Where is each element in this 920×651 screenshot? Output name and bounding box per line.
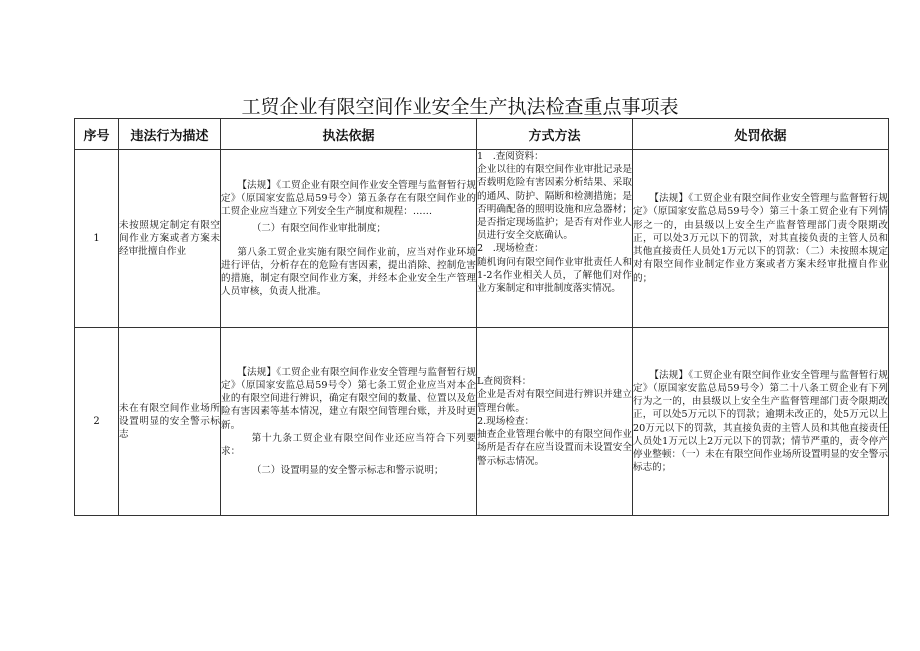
basis-paragraph: 【法规】《工贸企业有限空间作业安全管理与监督暂行规定》（原国家安监总局59号令）第五条存在有限空间作业的工贸企业应当建立下列安全生产制度和规程：……	[221, 179, 476, 218]
header-method: 方式方法	[477, 119, 633, 150]
header-violation: 违法行为描述	[119, 119, 221, 150]
method-paragraph: 企业是否对有限空间进行辨识并建立管理台帐。	[477, 389, 632, 414]
method-paragraph: 2.现场检查：	[477, 415, 535, 427]
header-basis: 执法依据	[221, 119, 477, 150]
basis-paragraph: （二）设置明显的安全警示标志和警示说明；	[251, 465, 444, 477]
table-row	[75, 328, 889, 516]
penalty-paragraph: 【法规】《工贸企业有限空间作业安全管理与监督暂行规定》（原国家安监总局59号令）第三十条工贸企业有下列情形之一的，由县级以上安全生产监督管理部门责令限期改正，可以处3万元以下的罚款，对其直接负责的主管人员和其他直接责任人员处1万元以下的罚款：（二）未按照本规定对有限空间作业制定作业方案或者方案未经审批擅自作业的；	[633, 193, 888, 284]
method-paragraph: 随机询问有限空间作业审批责任人和1-2名作业相关人员，了解他们对作业方案制定和审批制度落实情况。	[477, 256, 632, 295]
row-index: 2	[75, 328, 119, 516]
penalty-paragraph: 【法规】《工贸企业有限空间作业安全管理与监督暂行规定》（原国家安监总局59号令）第二十八条工贸企业有下列行为之一的，由县级以上安全生产监督管理部门责令限期改正，可以处5万元以下的罚款；逾期未改正的，处5万元以上20万元以下的罚款，其直接负责的主管人员和其他直接责任人员处1万元以上2万元以下的罚款；情节严重的，责令停产停业整顿：（一）未在有限空间作业场所设置明显的安全警示标志的；	[633, 369, 888, 474]
basis-paragraph: 【法规】《工贸企业有限空间作业安全管理与监督暂行规定》（原国家安监总局59号令）第七条工贸企业应当对本企业的有限空间进行辨识，确定有限空间的数量、位置以及危险有害因素等基本情况，建立有限空间管理台账，并及时更新。	[221, 366, 476, 431]
method-paragraph: 1 .查阅资料：	[477, 151, 544, 162]
penalty-basis	[633, 328, 889, 516]
inspection-method	[477, 150, 633, 328]
basis-paragraph: 第八条工贸企业实施有限空间作业前，应当对作业环境进行评估，分析存在的危险有害因素，提出消除、控制危害的措施，制定有限空间作业方案，并经本企业安全生产管理人员审核，负责人批准。	[221, 246, 476, 298]
enforcement-basis	[221, 150, 477, 328]
method-paragraph: 2 .现场检查：	[477, 243, 544, 255]
header-index: 序号	[75, 119, 119, 150]
row-index: 1	[75, 150, 119, 328]
inspection-method	[477, 328, 633, 516]
violation-description: 未按照规定制定有限空间作业方案或者方案未经审批擅自作业	[119, 150, 221, 328]
violation-description: 未在有限空间作业场所设置明显的安全警示标志	[119, 328, 221, 516]
table-header-row	[75, 119, 889, 150]
enforcement-basis	[221, 328, 477, 516]
page-title: 工贸企业有限空间作业安全生产执法检查重点事项表	[241, 96, 679, 118]
method-paragraph: L查阅资料：	[477, 376, 532, 388]
table-row	[75, 150, 889, 328]
method-paragraph: 抽查企业管理台帐中的有限空间作业场所是否存在应当设置而未设置安全警示标志情况。	[477, 429, 632, 467]
penalty-basis	[633, 150, 889, 328]
method-paragraph: 企业以往的有限空间作业审批记录是否载明危险有害因素分析结果、采取的通风、防护、隔断和检测措施；是否明确配备的照明设施和应急器材；是否指定现场监护；是否有对作业人员进行安全交底确认。	[477, 164, 632, 242]
inspection-table	[74, 118, 889, 516]
basis-paragraph: 第十九条工贸企业有限空间作业还应当符合下列要求：	[221, 432, 476, 457]
header-penalty: 处罚依据	[633, 119, 889, 150]
basis-paragraph: （二）有限空间作业审批制度；	[251, 223, 387, 235]
